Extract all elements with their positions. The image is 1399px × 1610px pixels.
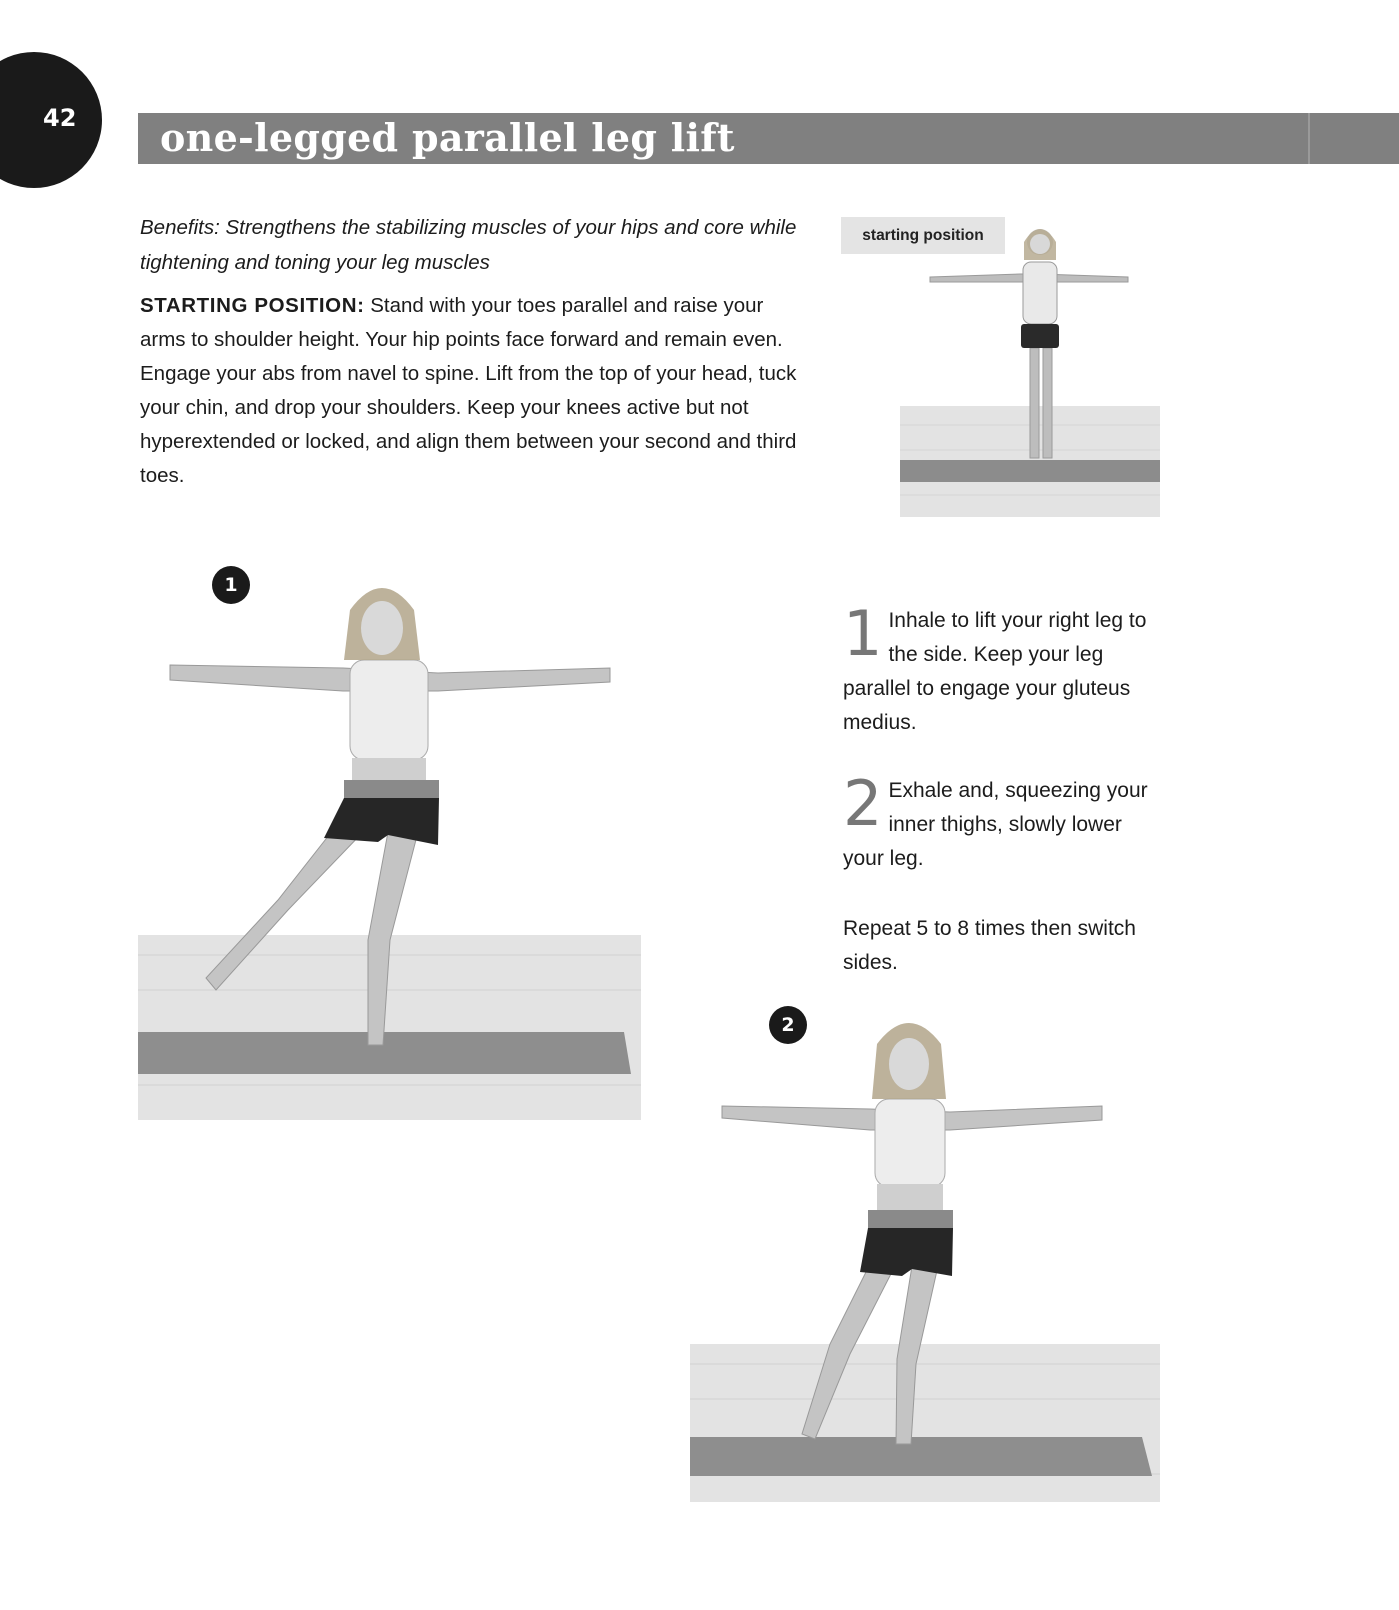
- photo-1-badge: 1: [212, 566, 250, 604]
- step-2-number: 2: [843, 767, 883, 840]
- step-1: [843, 597, 1163, 740]
- page-number: 42: [43, 104, 77, 132]
- starting-position-text: [140, 289, 810, 493]
- step-2-photo: [690, 1014, 1160, 1502]
- step-1-text: Inhale to lift your right leg to the side. Keep your leg parallel to engage your gluteus medius.: [843, 609, 1147, 734]
- starting-position-body: Stand with your toes parallel and raise your arms to shoulder height. Your hip points face forward and remain even. Engage your abs from navel to spine. Lift from the top of your head, tuck your chin, and drop your shoulders. Keep your knees active but not hyperextended or locked, and align them between your second and third toes.: [140, 294, 797, 487]
- step-1-photo: [138, 580, 641, 1120]
- starting-position-photo: [900, 220, 1160, 517]
- title-bar: [138, 113, 1399, 164]
- starting-position-label: STARTING POSITION:: [140, 294, 365, 317]
- starting-position-caption: starting position: [841, 217, 1005, 254]
- repeat-instruction: Repeat 5 to 8 times then switch sides.: [843, 917, 1136, 974]
- title-bar-divider: [1308, 113, 1310, 164]
- page-title: one-legged parallel leg lift: [160, 115, 735, 160]
- step-1-number: 1: [843, 597, 883, 670]
- page-number-badge: [0, 52, 102, 188]
- benefits-text: Benefits: Strengthens the stabilizing muscles of your hips and core while tightening and toning your leg muscles: [140, 216, 797, 274]
- step-2-text: Exhale and, squeezing your inner thighs, slowly lower your leg.: [843, 779, 1148, 870]
- step-2: [843, 767, 1163, 876]
- photo-2-badge: 2: [769, 1006, 807, 1044]
